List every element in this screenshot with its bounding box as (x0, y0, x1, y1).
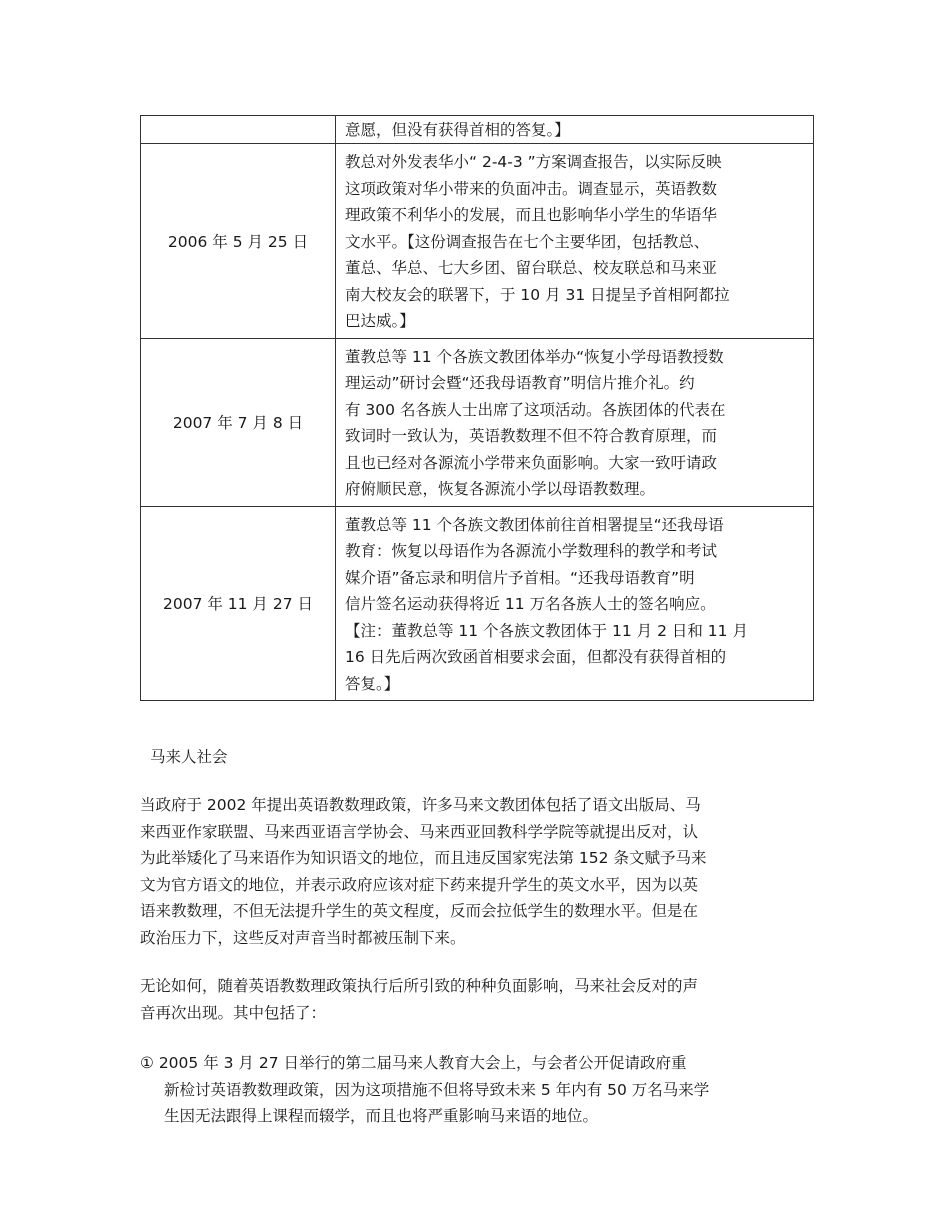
numbered-list-item (140, 1050, 709, 1130)
description-line: 董教总等 11 个各族文教团体前往首相署提呈“还我母语 (345, 515, 724, 534)
list-line: ① 2005 年 3 月 27 日举行的第二届马来人教育大会上，与会者公开促请政府重 (140, 1054, 687, 1072)
description-line: 理政策不利华小的发展，而且也影响华小学生的华语华 (345, 206, 718, 224)
description-cell (336, 338, 814, 506)
description-line: 【注：董教总等 11 个各族文教团体于 11 月 2 日和 11 月 (345, 621, 748, 640)
description-line: 答复。】 (345, 674, 400, 693)
description-line: 有 300 名各族人士出席了这项活动。各族团体的代表在 (345, 400, 726, 419)
paragraph-line: 来西亚作家联盟、马来西亚语言学协会、马来西亚回教科学学院等就提出反对，认 (140, 822, 699, 841)
table-row (141, 144, 814, 339)
table-row (141, 338, 814, 506)
list-line: 新检讨英语教数理政策，因为这项措施不但将导致未来 5 年内有 50 万名马来学 (164, 1080, 710, 1099)
paragraph-line: 音再次出现。其中包括了： (140, 1003, 327, 1022)
description-line: 理运动”研讨会暨“还我母语教育”明信片推介礼。约 (345, 374, 695, 392)
description-line: 董总、华总、七大乡团、留台联总、校友联总和马来亚 (345, 259, 718, 277)
paragraph-line: 为此举矮化了马来语作为知识语文的地位，而且违反国家宪法第 152 条文赋予马来 (140, 849, 707, 867)
description-line: 教总对外发表华小“ 2-4-3 ”方案调查报告，以实际反映 (345, 153, 722, 171)
paragraph-line: 当政府于 2002 年提出英语教数理政策，许多马来文教团体包括了语文出版局、马 (140, 796, 701, 814)
timeline-table (140, 115, 814, 701)
description-line: 文水平。【这份调查报告在七个主要华团，包括教总、 (345, 232, 710, 251)
description-line: 且也已经对各源流小学带来负面影响。大家一致吁请政 (345, 453, 718, 472)
paragraph-line: 语来教数理，不但无法提升学生的英文程度，反而会拉低学生的数理水平。但是在 (140, 902, 699, 920)
date-cell: 2007 年 7 月 8 日 (141, 338, 336, 506)
description-line: 致词时一致认为，英语教数理不但不符合教育原理，而 (345, 427, 718, 445)
description-cell (336, 506, 814, 701)
section-heading: 马来人社会 (150, 748, 228, 766)
description-line: 这项政策对华小带来的负面冲击。调查显示，英语教数 (345, 179, 718, 198)
description-line: 教育：恢复以母语作为各源流小学数理科的教学和考试 (345, 542, 718, 560)
description-line: 媒介语”备忘录和明信片予首相。“还我母语教育”明 (345, 568, 695, 587)
description-line: 信片签名运动获得将近 11 万名各族人士的签名响应。 (345, 595, 716, 613)
description-line: 府俯顺民意，恢复各源流小学以母语教数理。 (345, 480, 656, 498)
paragraph-line: 无论如何，随着英语教数理政策执行后所引致的种种负面影响，马来社会反对的声 (140, 977, 699, 995)
description-line: 董教总等 11 个各族文教团体举办“恢复小学母语教授数 (345, 347, 724, 366)
paragraph (140, 973, 698, 1026)
date-cell (141, 116, 336, 144)
paragraph-line: 政治压力下，这些反对声音当时都被压制下来。 (140, 928, 466, 947)
date-cell: 2006 年 5 月 25 日 (141, 144, 336, 339)
paragraph (140, 792, 706, 951)
description-cell (336, 116, 814, 144)
table-row (141, 506, 814, 701)
description-line: 巴达威。】 (345, 312, 415, 330)
description-line: 意愿，但没有获得首相的答复。】 (345, 120, 570, 139)
description-cell (336, 144, 814, 339)
date-cell: 2007 年 11 月 27 日 (141, 506, 336, 701)
paragraph-line: 文为官方语文的地位，并表示政府应该对症下药来提升学生的英文水平，因为以英 (140, 875, 699, 894)
list-line: 生因无法跟得上课程而辍学，而且也将严重影响马来语的地位。 (164, 1107, 599, 1125)
description-line: 16 日先后两次致函首相要求会面，但都没有获得首相的 (345, 648, 727, 666)
table-row (141, 116, 814, 144)
description-line: 南大校友会的联署下，于 10 月 31 日提呈予首相阿都拉 (345, 285, 730, 304)
